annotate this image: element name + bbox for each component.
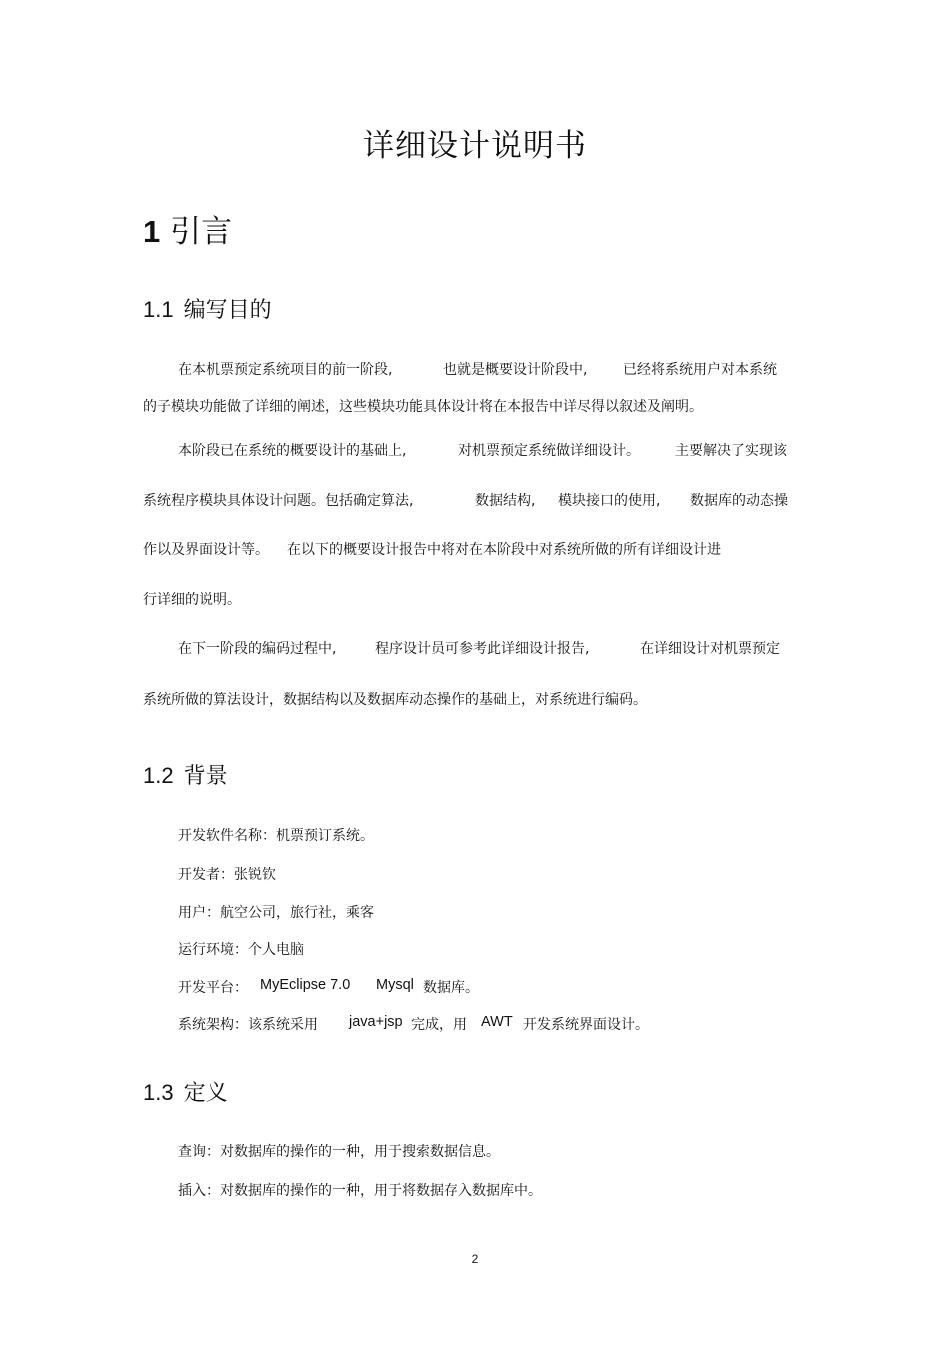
heading-number: 1	[143, 214, 161, 249]
architecture-tech: java+jsp	[349, 1014, 403, 1030]
text-line: 的子模块功能做了详细的阐述，这些模块功能具体设计将在本报告中详尽得以叙述及阐明。	[143, 399, 703, 415]
platform-ide: MyEclipse 7.0	[260, 977, 351, 993]
document-title: 详细设计说明书	[363, 128, 587, 164]
section-title: 编写目的	[183, 298, 272, 323]
definition-query: 查询：对数据库的操作的一种，用于搜索数据信息。	[178, 1144, 500, 1160]
background-software-name: 开发软件名称：机票预订系统。	[178, 828, 374, 844]
section-title: 定义	[183, 1081, 228, 1106]
background-users: 用户：航空公司，旅行社，乘客	[178, 905, 374, 921]
text-line: 也就是概要设计阶段中,	[443, 362, 588, 378]
heading-purpose	[143, 293, 272, 324]
text-line: 本阶段已在系统的概要设计的基础上,	[178, 443, 407, 459]
heading-background	[143, 759, 228, 790]
text-line: 系统程序模块具体设计问题。包括确定算法,	[143, 493, 414, 509]
text-line: 数据结构,	[475, 493, 536, 509]
text-line: 数据库的动态操	[690, 493, 788, 509]
text-line: 主要解决了实现该	[675, 443, 787, 459]
text-line: 作以及界面设计等。	[143, 542, 269, 558]
page-number: 2	[471, 1252, 479, 1266]
section-number: 1.1	[143, 297, 174, 322]
section-title: 背景	[183, 764, 228, 789]
heading-definitions	[143, 1076, 228, 1107]
text-line: 在本机票预定系统项目的前一阶段,	[178, 362, 393, 378]
architecture-label: 系统架构：该系统采用	[178, 1017, 318, 1033]
text-line: 在详细设计对机票预定	[640, 641, 780, 657]
section-number: 1.2	[143, 763, 174, 788]
text-line: 模块接口的使用,	[558, 493, 661, 509]
text-line: 在下一阶段的编码过程中,	[178, 641, 337, 657]
platform-suffix: 数据库。	[423, 980, 479, 996]
heading-text: 引言	[170, 214, 233, 250]
heading-introduction	[143, 206, 232, 251]
text-line: 已经将系统用户对本系统	[623, 362, 777, 378]
architecture-suffix: 开发系统界面设计。	[523, 1017, 649, 1033]
text-line: 系统所做的算法设计，数据结构以及数据库动态操作的基础上，对系统进行编码。	[143, 692, 647, 708]
definition-insert: 插入：对数据库的操作的一种，用于将数据存入数据库中。	[178, 1183, 542, 1199]
text-line: 行详细的说明。	[143, 592, 241, 608]
text-line: 对机票预定系统做详细设计。	[458, 443, 640, 459]
text-line: 程序设计员可参考此详细设计报告,	[375, 641, 590, 657]
architecture-text: 完成，用	[411, 1017, 467, 1033]
platform-label: 开发平台：	[178, 980, 248, 996]
platform-database: Mysql	[376, 977, 414, 993]
background-developer: 开发者：张锐钦	[178, 867, 276, 883]
background-environment: 运行环境：个人电脑	[178, 942, 304, 958]
architecture-ui-tech: AWT	[481, 1014, 513, 1030]
section-number: 1.3	[143, 1080, 174, 1105]
text-line: 在以下的概要设计报告中将对在本阶段中对系统所做的所有详细设计进	[287, 542, 721, 558]
